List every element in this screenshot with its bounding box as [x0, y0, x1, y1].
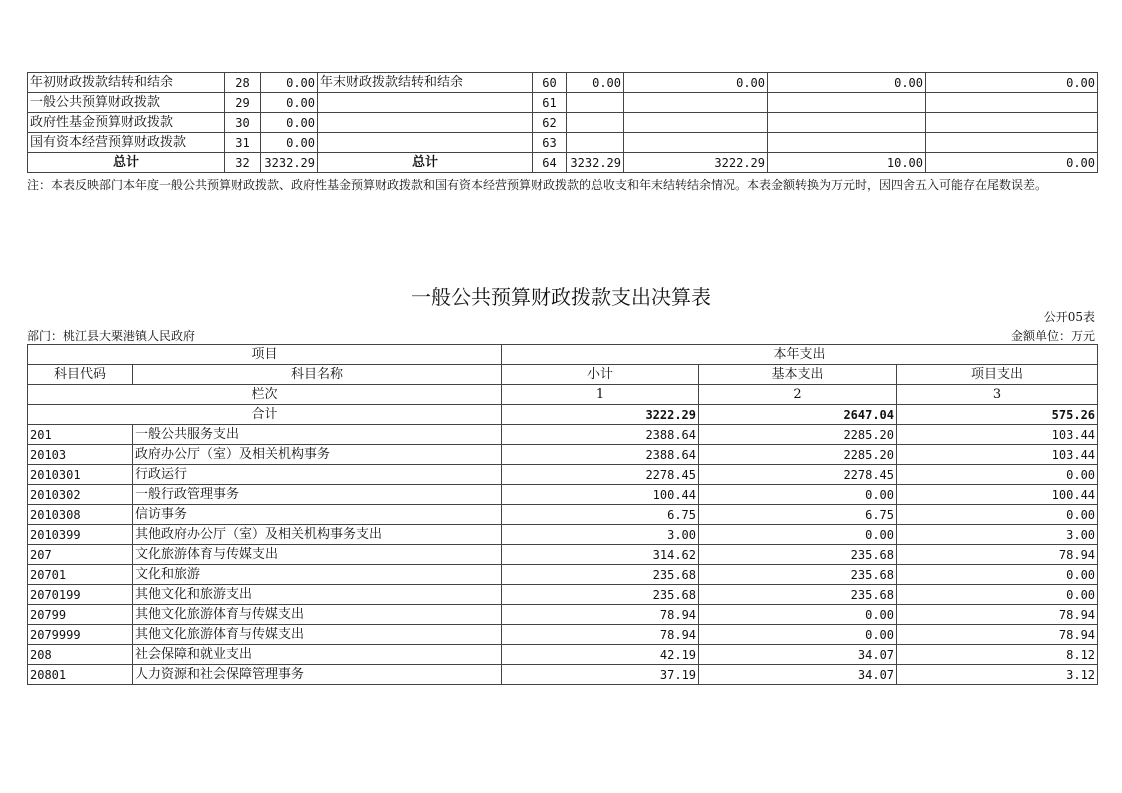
subject-name: 政府办公厅（室）及相关机构事务 — [133, 445, 502, 465]
expense-col-4 — [926, 113, 1098, 133]
subject-name: 其他文化和旅游支出 — [133, 585, 502, 605]
subtotal-amount: 78.94 — [502, 605, 699, 625]
basic-amount: 0.00 — [699, 605, 897, 625]
subtotal-amount: 235.68 — [502, 565, 699, 585]
subject-name: 文化旅游体育与传媒支出 — [133, 545, 502, 565]
table-row — [28, 445, 1098, 465]
header-column-order: 栏次 — [28, 385, 502, 405]
header-basic: 基本支出 — [699, 365, 897, 385]
header-col-1: 1 — [502, 385, 699, 405]
form-number: 公开05表 — [1043, 310, 1095, 324]
income-amount: 0.00 — [261, 93, 318, 113]
project-amount: 3.12 — [897, 665, 1098, 685]
expense-col-4: 0.00 — [926, 73, 1098, 93]
expense-line-no: 64 — [533, 153, 567, 173]
expense-col-4: 0.00 — [926, 153, 1098, 173]
header-project: 项目支出 — [897, 365, 1098, 385]
expense-col-2 — [624, 93, 768, 113]
table-row — [28, 545, 1098, 565]
income-amount: 0.00 — [261, 113, 318, 133]
subject-code: 201 — [28, 425, 133, 445]
header-col-2: 2 — [699, 385, 897, 405]
total-row — [28, 405, 1098, 425]
subject-code: 207 — [28, 545, 133, 565]
expenditure-table — [27, 344, 1098, 685]
subject-code: 20799 — [28, 605, 133, 625]
expense-item — [318, 133, 533, 153]
expense-item — [318, 93, 533, 113]
expense-col-2: 3222.29 — [624, 153, 768, 173]
income-amount: 0.00 — [261, 73, 318, 93]
basic-amount: 2285.20 — [699, 445, 897, 465]
subject-name: 其他文化旅游体育与传媒支出 — [133, 625, 502, 645]
income-item: 政府性基金预算财政拨款 — [28, 113, 225, 133]
header-subtotal: 小计 — [502, 365, 699, 385]
expense-col-3 — [768, 133, 926, 153]
summary-row — [28, 73, 1098, 93]
income-amount: 3232.29 — [261, 153, 318, 173]
subject-code: 20701 — [28, 565, 133, 585]
subject-code: 2070199 — [28, 585, 133, 605]
table-row — [28, 605, 1098, 625]
expense-line-no: 62 — [533, 113, 567, 133]
expense-col-2: 0.00 — [624, 73, 768, 93]
expense-line-no: 60 — [533, 73, 567, 93]
expense-total — [567, 133, 624, 153]
expense-col-4 — [926, 93, 1098, 113]
total-subtotal: 3222.29 — [502, 405, 699, 425]
subject-code: 2079999 — [28, 625, 133, 645]
table-row — [28, 665, 1098, 685]
subject-name: 行政运行 — [133, 465, 502, 485]
project-amount: 100.44 — [897, 485, 1098, 505]
table-row — [28, 525, 1098, 545]
basic-amount: 2285.20 — [699, 425, 897, 445]
table-row — [28, 625, 1098, 645]
basic-amount: 34.07 — [699, 665, 897, 685]
project-amount: 3.00 — [897, 525, 1098, 545]
table-row — [28, 465, 1098, 485]
subtotal-amount: 3.00 — [502, 525, 699, 545]
subject-name: 其他文化旅游体育与传媒支出 — [133, 605, 502, 625]
expense-col-2 — [624, 133, 768, 153]
expense-total: 3232.29 — [567, 153, 624, 173]
header-row-2 — [28, 365, 1098, 385]
table-row — [28, 585, 1098, 605]
expense-col-4 — [926, 133, 1098, 153]
basic-amount: 235.68 — [699, 545, 897, 565]
subtotal-amount: 2388.64 — [502, 425, 699, 445]
header-row-3 — [28, 385, 1098, 405]
expense-line-no: 61 — [533, 93, 567, 113]
subject-name: 一般公共服务支出 — [133, 425, 502, 445]
amount-unit-label: 金额单位：万元 — [1010, 329, 1095, 343]
table-row — [28, 485, 1098, 505]
basic-amount: 2278.45 — [699, 465, 897, 485]
expense-line-no: 63 — [533, 133, 567, 153]
department-label: 部门：桃江县大栗港镇人民政府 — [27, 329, 196, 343]
subtotal-amount: 6.75 — [502, 505, 699, 525]
subtotal-amount: 2278.45 — [502, 465, 699, 485]
basic-amount: 235.68 — [699, 565, 897, 585]
subject-name: 人力资源和社会保障管理事务 — [133, 665, 502, 685]
income-amount: 0.00 — [261, 133, 318, 153]
project-amount: 0.00 — [897, 565, 1098, 585]
project-amount: 0.00 — [897, 465, 1098, 485]
subtotal-amount: 100.44 — [502, 485, 699, 505]
basic-amount: 235.68 — [699, 585, 897, 605]
summary-row — [28, 93, 1098, 113]
header-col-3: 3 — [897, 385, 1098, 405]
income-item: 总计 — [28, 153, 225, 173]
subtotal-amount: 37.19 — [502, 665, 699, 685]
subject-name: 社会保障和就业支出 — [133, 645, 502, 665]
expense-item — [318, 113, 533, 133]
subtotal-amount: 2388.64 — [502, 445, 699, 465]
page-title: 一般公共预算财政拨款支出决算表 — [411, 285, 711, 309]
project-amount: 103.44 — [897, 425, 1098, 445]
project-amount: 78.94 — [897, 625, 1098, 645]
income-item: 一般公共预算财政拨款 — [28, 93, 225, 113]
project-amount: 8.12 — [897, 645, 1098, 665]
income-line-no: 31 — [225, 133, 261, 153]
project-amount: 78.94 — [897, 605, 1098, 625]
expense-total: 0.00 — [567, 73, 624, 93]
project-amount: 103.44 — [897, 445, 1098, 465]
expense-col-3: 10.00 — [768, 153, 926, 173]
summary-row — [28, 113, 1098, 133]
subtotal-amount: 78.94 — [502, 625, 699, 645]
subject-code: 2010301 — [28, 465, 133, 485]
expense-item: 总计 — [318, 153, 533, 173]
summary-row — [28, 133, 1098, 153]
table-note: 注：本表反映部门本年度一般公共预算财政拨款、政府性基金预算财政拨款和国有资本经营预算财政拨款的总收支和年末结转结余情况。本表金额转换为万元时，因四舍五入可能存在尾数误差。 — [27, 178, 1048, 192]
income-line-no: 32 — [225, 153, 261, 173]
total-project: 575.26 — [897, 405, 1098, 425]
basic-amount: 34.07 — [699, 645, 897, 665]
header-item: 项目 — [28, 345, 502, 365]
header-name: 科目名称 — [133, 365, 502, 385]
subtotal-amount: 235.68 — [502, 585, 699, 605]
income-item: 年初财政拨款结转和结余 — [28, 73, 225, 93]
income-line-no: 29 — [225, 93, 261, 113]
project-amount: 0.00 — [897, 505, 1098, 525]
subject-code: 2010399 — [28, 525, 133, 545]
subject-code: 2010302 — [28, 485, 133, 505]
header-row-1 — [28, 345, 1098, 365]
subject-code: 20103 — [28, 445, 133, 465]
basic-amount: 0.00 — [699, 625, 897, 645]
table-row — [28, 425, 1098, 445]
project-amount: 78.94 — [897, 545, 1098, 565]
subject-name: 其他政府办公厅（室）及相关机构事务支出 — [133, 525, 502, 545]
basic-amount: 6.75 — [699, 505, 897, 525]
header-code: 科目代码 — [28, 365, 133, 385]
expense-col-3: 0.00 — [768, 73, 926, 93]
subtotal-amount: 42.19 — [502, 645, 699, 665]
subject-code: 20801 — [28, 665, 133, 685]
table-row — [28, 505, 1098, 525]
header-current-year-expense: 本年支出 — [502, 345, 1098, 365]
subject-code: 2010308 — [28, 505, 133, 525]
table-row — [28, 645, 1098, 665]
expense-total — [567, 113, 624, 133]
subject-name: 一般行政管理事务 — [133, 485, 502, 505]
income-line-no: 28 — [225, 73, 261, 93]
summary-row — [28, 153, 1098, 173]
income-line-no: 30 — [225, 113, 261, 133]
subject-name: 信访事务 — [133, 505, 502, 525]
table-row — [28, 565, 1098, 585]
subtotal-amount: 314.62 — [502, 545, 699, 565]
total-basic: 2647.04 — [699, 405, 897, 425]
subject-name: 文化和旅游 — [133, 565, 502, 585]
final-accounts-summary-table — [27, 72, 1098, 173]
project-amount: 0.00 — [897, 585, 1098, 605]
basic-amount: 0.00 — [699, 525, 897, 545]
expense-total — [567, 93, 624, 113]
expense-col-2 — [624, 113, 768, 133]
expense-col-3 — [768, 113, 926, 133]
total-label: 合计 — [28, 405, 502, 425]
expense-col-3 — [768, 93, 926, 113]
subject-code: 208 — [28, 645, 133, 665]
income-item: 国有资本经营预算财政拨款 — [28, 133, 225, 153]
expense-item: 年末财政拨款结转和结余 — [318, 73, 533, 93]
basic-amount: 0.00 — [699, 485, 897, 505]
